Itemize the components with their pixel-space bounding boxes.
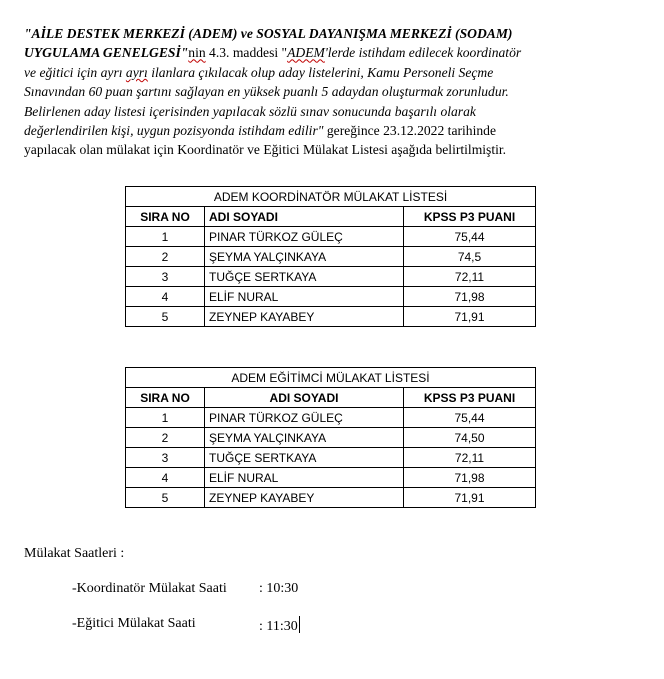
cell-sira: 4 — [126, 468, 205, 488]
cell-score: 74,50 — [404, 428, 536, 448]
cell-score: 72,11 — [404, 267, 536, 287]
intro-genelge-title: UYGULAMA GENELGESİ" — [24, 45, 189, 61]
intro-line-1: "AİLE DESTEK MERKEZİ (ADEM) ve SOSYAL DAYANIŞMA MERKEZİ (SODAM) — [24, 26, 513, 41]
table-row — [126, 488, 536, 508]
educator-time-line — [259, 616, 300, 635]
cell-score: 71,91 — [404, 307, 536, 327]
table-row — [126, 247, 536, 267]
intro-nin: nin — [188, 45, 206, 61]
header-sira-no: SIRA NO — [126, 388, 205, 408]
cell-score: 74,5 — [404, 247, 536, 267]
intro-lerde: 'lerde — [324, 45, 356, 61]
table-row — [126, 307, 536, 327]
intro-adem: ADEM — [287, 45, 325, 61]
header-adi-soyadi: ADI SOYADI — [205, 207, 404, 227]
cell-sira: 2 — [126, 247, 205, 267]
intro-line-5: Belirlenen aday listesi içerisinden yapılacak sözlü sınav sonucunda başarılı olarak — [24, 103, 476, 119]
table-row — [126, 448, 536, 468]
table-row — [126, 408, 536, 428]
cell-score: 75,44 — [404, 227, 536, 247]
intro-line-3-head: ve eğitici için ayrı — [24, 64, 126, 80]
intro-line-2-tail: istihdam edilecek koordinatör — [355, 45, 522, 61]
intro-madde: 4.3. maddesi " — [205, 45, 288, 61]
cell-name: ELİF NURAL — [205, 287, 404, 307]
cell-sira: 3 — [126, 448, 205, 468]
table-caption-row — [126, 187, 536, 207]
schedule-title: Mülakat Saatleri : — [24, 546, 125, 561]
coordinator-table-caption: ADEM KOORDİNATÖR MÜLAKAT LİSTESİ — [126, 187, 536, 207]
cell-name: ELİF NURAL — [205, 468, 404, 488]
cell-sira: 1 — [126, 227, 205, 247]
coordinator-time-label: -Koordinatör Mülakat Saati — [72, 581, 227, 596]
cell-score: 71,98 — [404, 287, 536, 307]
cell-score: 71,91 — [404, 488, 536, 508]
intro-paragraph — [24, 24, 644, 160]
cell-name: TUĞÇE SERTKAYA — [205, 267, 404, 287]
cell-sira: 2 — [126, 428, 205, 448]
intro-line-6-italic: değerlendirilen kişi, uygun pozisyonda istihdam edilir" — [24, 123, 324, 139]
cell-name: ŞEYMA YALÇINKAYA — [205, 247, 404, 267]
cell-sira: 5 — [126, 307, 205, 327]
intro-line-7: yapılacak olan mülakat için Koordinatör ve Eğitici Mülakat Listesi aşağıda belirtilmiştir. — [24, 142, 507, 158]
intro-line-3 — [24, 63, 644, 82]
cell-name: ZEYNEP KAYABEY — [205, 488, 404, 508]
cell-sira: 3 — [126, 267, 205, 287]
table-header-row — [126, 388, 536, 408]
cell-name: ZEYNEP KAYABEY — [205, 307, 404, 327]
educator-table-caption: ADEM EĞİTİMCİ MÜLAKAT LİSTESİ — [126, 368, 536, 388]
header-adi-soyadi: ADI SOYADI — [205, 388, 404, 408]
table-row — [126, 227, 536, 247]
cell-score: 75,44 — [404, 408, 536, 428]
cell-sira: 1 — [126, 408, 205, 428]
header-kpss-puani: KPSS P3 PUANI — [404, 207, 536, 227]
intro-line-2 — [24, 43, 644, 62]
intro-ayri: ayrı — [125, 64, 148, 80]
intro-line-3-tail: ilanlara çıkılacak olup aday listelerini, Kamu Personeli Seçme — [147, 64, 494, 80]
educator-time-value: : 11:30 — [259, 619, 298, 634]
educator-time-label: -Eğitici Mülakat Saati — [72, 616, 196, 631]
coordinator-time-value: : 10:30 — [259, 581, 299, 596]
cell-name: PINAR TÜRKOZ GÜLEÇ — [205, 408, 404, 428]
cell-name: PINAR TÜRKOZ GÜLEÇ — [205, 227, 404, 247]
text-cursor — [299, 616, 300, 633]
intro-line-4: Sınavından 60 puan şartını sağlayan en yüksek puanlı 5 adaydan oluşturmak zorunludur. — [24, 84, 509, 100]
header-sira-no: SIRA NO — [126, 207, 205, 227]
table-caption-row — [126, 368, 536, 388]
table-header-row — [126, 207, 536, 227]
educator-table — [125, 367, 536, 508]
cell-name: ŞEYMA YALÇINKAYA — [205, 428, 404, 448]
table-row — [126, 468, 536, 488]
table-row — [126, 428, 536, 448]
intro-line-6 — [24, 121, 644, 140]
cell-score: 71,98 — [404, 468, 536, 488]
header-kpss-puani: KPSS P3 PUANI — [404, 388, 536, 408]
intro-line-6-tail: gereğince 23.12.2022 tarihinde — [323, 123, 496, 139]
table-row — [126, 267, 536, 287]
cell-sira: 5 — [126, 488, 205, 508]
coordinator-table — [125, 186, 536, 327]
table-row — [126, 287, 536, 307]
cell-name: TUĞÇE SERTKAYA — [205, 448, 404, 468]
cell-sira: 4 — [126, 287, 205, 307]
cell-score: 72,11 — [404, 448, 536, 468]
